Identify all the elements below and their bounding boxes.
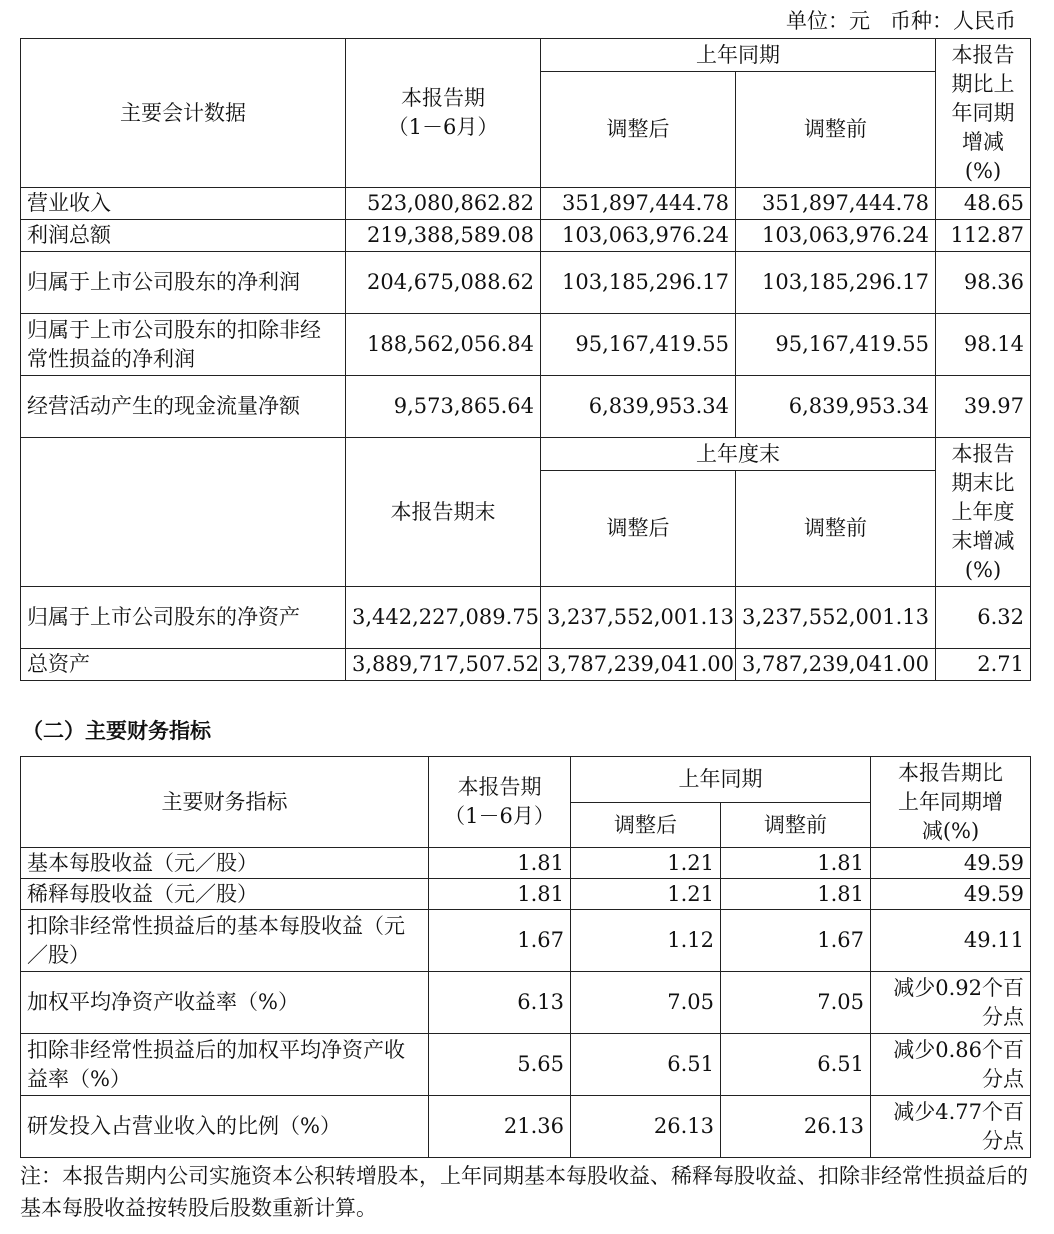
table-row [21, 188, 1031, 220]
row-before: 1.67 [721, 910, 871, 972]
row-after: 351,897,444.78 [541, 188, 736, 220]
row-current: 21.36 [429, 1096, 571, 1158]
row-before: 103,063,976.24 [736, 220, 936, 252]
row-after: 6,839,953.34 [541, 376, 736, 438]
row-current: 3,889,717,507.52 [346, 649, 541, 681]
row-after: 26.13 [571, 1096, 721, 1158]
row-label: 基本每股收益（元／股） [21, 848, 429, 879]
table1-header-current: 本报告期 （1－6月） [346, 39, 541, 188]
table1-header-label: 主要会计数据 [21, 39, 346, 188]
row-before: 1.81 [721, 879, 871, 910]
table-row [21, 1034, 1031, 1096]
row-label: 营业收入 [21, 188, 346, 220]
row-current: 5.65 [429, 1034, 571, 1096]
row-before: 103,185,296.17 [736, 252, 936, 314]
table2-header-current: 本报告期 （1－6月） [429, 757, 571, 848]
table-row [21, 879, 1031, 910]
row-after: 1.21 [571, 879, 721, 910]
row-after: 103,185,296.17 [541, 252, 736, 314]
row-before: 26.13 [721, 1096, 871, 1158]
table2-header-prior-group: 上年同期 [571, 757, 871, 803]
unit-currency-line: 单位：元 币种：人民币 [785, 9, 1016, 33]
table-row [21, 314, 1031, 376]
table2-header-label: 主要财务指标 [21, 757, 429, 848]
row-label: 总资产 [21, 649, 346, 681]
row-before: 3,787,239,041.00 [736, 649, 936, 681]
row-label: 加权平均净资产收益率（%） [21, 972, 429, 1034]
row-change: 98.14 [936, 314, 1031, 376]
row-change: 减少0.92个百 分点 [871, 972, 1031, 1034]
table2-header-adjusted-after: 调整后 [571, 803, 721, 848]
row-before: 351,897,444.78 [736, 188, 936, 220]
row-change: 2.71 [936, 649, 1031, 681]
row-before: 95,167,419.55 [736, 314, 936, 376]
row-change: 48.65 [936, 188, 1031, 220]
row-after: 95,167,419.55 [541, 314, 736, 376]
table1-header-prior-group: 上年同期 [541, 39, 936, 72]
table-row [21, 376, 1031, 438]
table-row [21, 1096, 1031, 1158]
row-current: 3,442,227,089.75 [346, 587, 541, 649]
row-after: 103,063,976.24 [541, 220, 736, 252]
row-current: 1.81 [429, 848, 571, 879]
row-before: 1.81 [721, 848, 871, 879]
row-current: 1.67 [429, 910, 571, 972]
row-before: 3,237,552,001.13 [736, 587, 936, 649]
row-label: 归属于上市公司股东的净利润 [21, 252, 346, 314]
table1-header2-prior-group: 上年度末 [541, 438, 936, 471]
table-row [21, 910, 1031, 972]
row-after: 7.05 [571, 972, 721, 1034]
row-change: 39.97 [936, 376, 1031, 438]
row-change: 49.59 [871, 848, 1031, 879]
row-label: 经营活动产生的现金流量净额 [21, 376, 346, 438]
table-row [21, 252, 1031, 314]
row-current: 9,573,865.64 [346, 376, 541, 438]
row-current: 219,388,589.08 [346, 220, 541, 252]
table1-header2-change: 本报告 期末比 上年度 末增减 (%) [936, 438, 1031, 587]
row-after: 1.21 [571, 848, 721, 879]
row-label: 利润总额 [21, 220, 346, 252]
table1-header2-adjusted-after: 调整后 [541, 471, 736, 587]
row-current: 523,080,862.82 [346, 188, 541, 220]
table-row [21, 587, 1031, 649]
table-row [21, 649, 1031, 681]
main-accounting-data-table [20, 38, 1031, 681]
table1-header2-current: 本报告期末 [346, 438, 541, 587]
row-current: 188,562,056.84 [346, 314, 541, 376]
table-row [21, 220, 1031, 252]
table1-header2-adjusted-before: 调整前 [736, 471, 936, 587]
table-row [21, 848, 1031, 879]
row-after: 3,237,552,001.13 [541, 587, 736, 649]
row-current: 204,675,088.62 [346, 252, 541, 314]
table1-header-adjusted-before: 调整前 [736, 72, 936, 188]
row-change: 减少4.77个百 分点 [871, 1096, 1031, 1158]
row-after: 1.12 [571, 910, 721, 972]
table2-header-adjusted-before: 调整前 [721, 803, 871, 848]
row-label: 扣除非经常性损益后的基本每股收益（元／股） [21, 910, 429, 972]
row-change: 6.32 [936, 587, 1031, 649]
table2-header-change: 本报告期比 上年同期增 减(%) [871, 757, 1031, 848]
row-label: 研发投入占营业收入的比例（%） [21, 1096, 429, 1158]
row-change: 49.59 [871, 879, 1031, 910]
row-before: 7.05 [721, 972, 871, 1034]
table1-header2-label [21, 438, 346, 587]
row-label: 扣除非经常性损益后的加权平均净资产收益率（%） [21, 1034, 429, 1096]
row-before: 6,839,953.34 [736, 376, 936, 438]
row-current: 1.81 [429, 879, 571, 910]
row-label: 归属于上市公司股东的扣除非经常性损益的净利润 [21, 314, 346, 376]
row-change: 112.87 [936, 220, 1031, 252]
section-title-financial-indicators: （二）主要财务指标 [22, 718, 211, 743]
main-financial-indicators-table [20, 756, 1031, 1158]
row-label: 稀释每股收益（元／股） [21, 879, 429, 910]
row-after: 3,787,239,041.00 [541, 649, 736, 681]
footnote: 注：本报告期内公司实施资本公积转增股本，上年同期基本每股收益、稀释每股收益、扣除非经常性损益后的基本每股收益按转股后股数重新计算。 [20, 1164, 1028, 1220]
row-change: 减少0.86个百 分点 [871, 1034, 1031, 1096]
table1-header-change: 本报告 期比上 年同期 增减 (%) [936, 39, 1031, 188]
row-change: 98.36 [936, 252, 1031, 314]
row-current: 6.13 [429, 972, 571, 1034]
row-before: 6.51 [721, 1034, 871, 1096]
row-after: 6.51 [571, 1034, 721, 1096]
table1-header-adjusted-after: 调整后 [541, 72, 736, 188]
table-row [21, 972, 1031, 1034]
row-label: 归属于上市公司股东的净资产 [21, 587, 346, 649]
row-change: 49.11 [871, 910, 1031, 972]
